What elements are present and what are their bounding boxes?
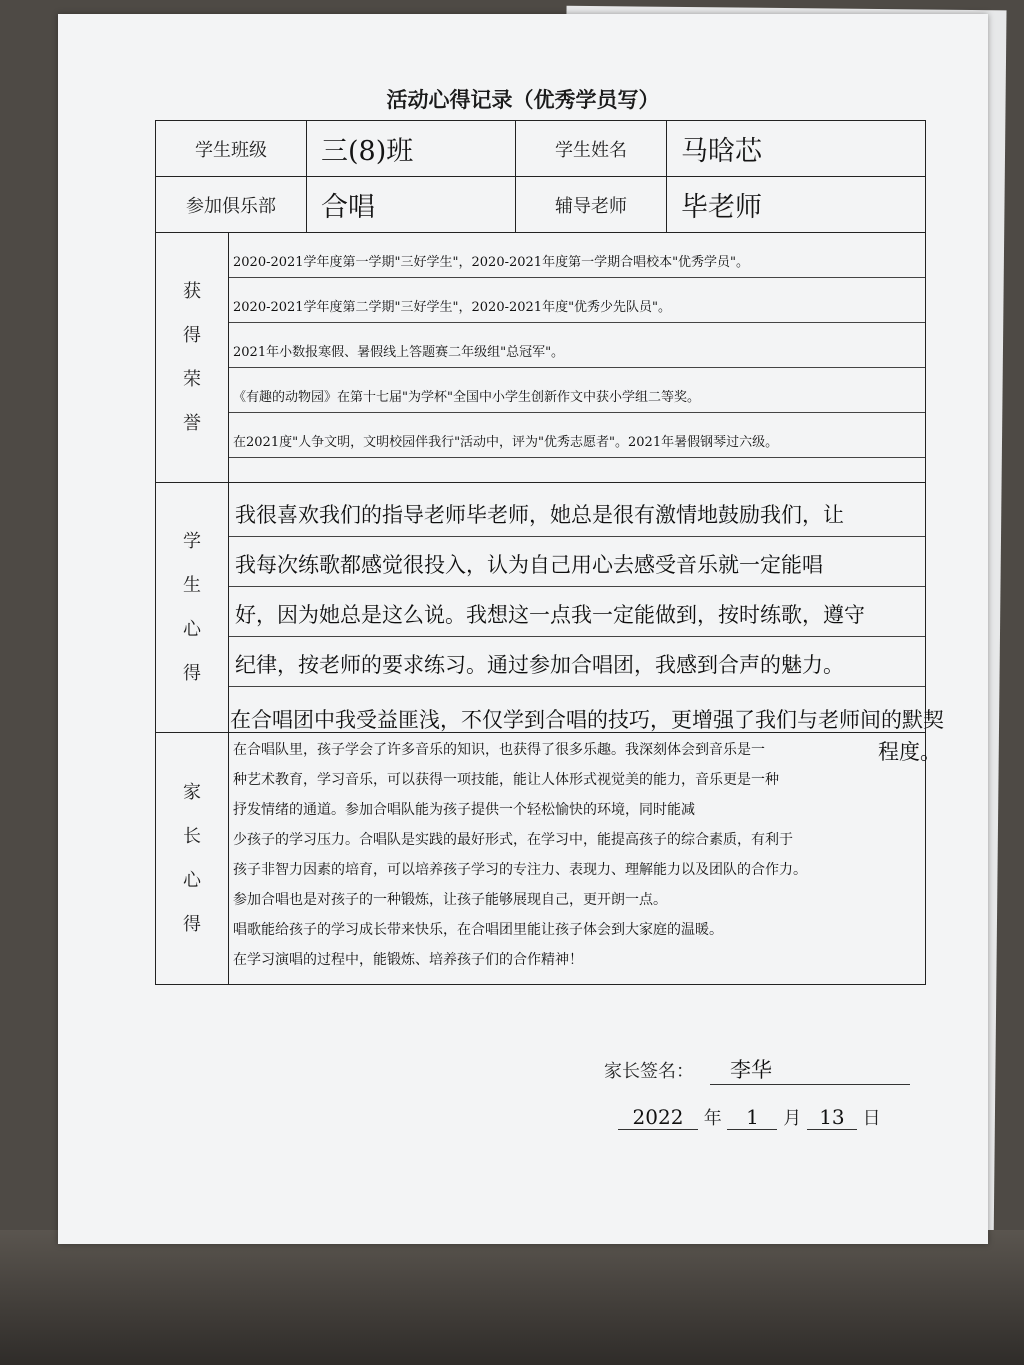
student-overflow-line: 在合唱团中我受益匪浅，不仅学到合唱的技巧，更增强了我们与老师间的默契 (230, 708, 944, 732)
date-year: 2022 (618, 1105, 698, 1130)
day-label: 日 (862, 1108, 881, 1129)
parent-line: 孩子非智力因素的培育，可以培养孩子学习的专注力、表现力、理解能力以及团队的合作力。 (233, 862, 807, 878)
club-label: 参加俱乐部 (156, 177, 307, 233)
student-line: 我很喜欢我们的指导老师毕老师，她总是很有激情地鼓励我们，让 (229, 487, 925, 537)
date-day: 13 (807, 1105, 857, 1130)
parent-line: 在学习演唱的过程中，能锻炼、培养孩子们的合作精神！ (233, 952, 583, 968)
document-title: 活动心得记录（优秀学员写） (386, 88, 660, 112)
parent-line: 抒发情绪的通道。参加合唱队能为孩子提供一个轻松愉快的环境，同时能减 (233, 802, 695, 818)
signature-value: 李华 (710, 1054, 910, 1085)
date-row (618, 1104, 881, 1130)
honors-content (229, 233, 926, 483)
signature-label: 家长签名： (604, 1061, 694, 1082)
form-sheet (58, 14, 988, 1244)
parent-line: 少孩子的学习压力。合唱队是实践的最好形式，在学习中，能提高孩子的综合素质，有利于 (233, 832, 793, 848)
year-label: 年 (703, 1108, 722, 1129)
honor-line: 《有趣的动物园》在第十七届"为学杯"全国中小学生创新作文中获小学组二等奖。 (229, 368, 925, 413)
date-month: 1 (727, 1105, 777, 1130)
parent-reflection-label: 家 长 心 得 (156, 733, 229, 985)
class-value: 三(8)班 (307, 121, 516, 177)
parent-reflection-content (229, 733, 926, 985)
desk-surface (0, 1230, 1024, 1365)
parent-signature-row (604, 1054, 910, 1085)
student-overflow-tail: 程度。 (878, 740, 941, 764)
honors-label: 获 得 荣 誉 (156, 233, 229, 483)
name-label: 学生姓名 (516, 121, 667, 177)
record-table (155, 120, 926, 985)
honor-line: 2020-2021学年度第一学期"三好学生"，2020-2021年度第一学期合唱校本"优秀学员"。 (229, 233, 925, 278)
honor-line: 2020-2021学年度第二学期"三好学生"，2020-2021年度"优秀少先队员"。 (229, 278, 925, 323)
club-value: 合唱 (307, 177, 516, 233)
student-reflection-content (229, 483, 926, 733)
teacher-label: 辅导老师 (516, 177, 667, 233)
honor-line: 在2021度"人争文明，文明校园伴我行"活动中，评为"优秀志愿者"。2021年暑假钢琴过六级。 (229, 413, 925, 458)
teacher-value: 毕老师 (667, 177, 926, 233)
month-label: 月 (783, 1108, 802, 1129)
class-label: 学生班级 (156, 121, 307, 177)
parent-line: 在合唱队里，孩子学会了许多音乐的知识，也获得了很多乐趣。我深刻体会到音乐是一 (233, 742, 765, 758)
name-value: 马晗芯 (667, 121, 926, 177)
parent-line: 种艺术教育，学习音乐，可以获得一项技能，能让人体形式视觉美的能力，音乐更是一种 (233, 772, 779, 788)
student-reflection-label: 学 生 心 得 (156, 483, 229, 733)
student-line: 纪律，按老师的要求练习。通过参加合唱团，我感到合声的魅力。 (229, 637, 925, 687)
student-line: 好，因为她总是这么说。我想这一点我一定能做到，按时练歌，遵守 (229, 587, 925, 637)
parent-line: 唱歌能给孩子的学习成长带来快乐，在合唱团里能让孩子体会到大家庭的温暖。 (233, 922, 723, 938)
parent-line: 参加合唱也是对孩子的一种锻炼，让孩子能够展现自己，更开朗一点。 (233, 892, 667, 908)
honor-line: 2021年小数报寒假、暑假线上答题赛二年级组"总冠军"。 (229, 323, 925, 368)
student-line: 我每次练歌都感觉很投入，认为自己用心去感受音乐就一定能唱 (229, 537, 925, 587)
